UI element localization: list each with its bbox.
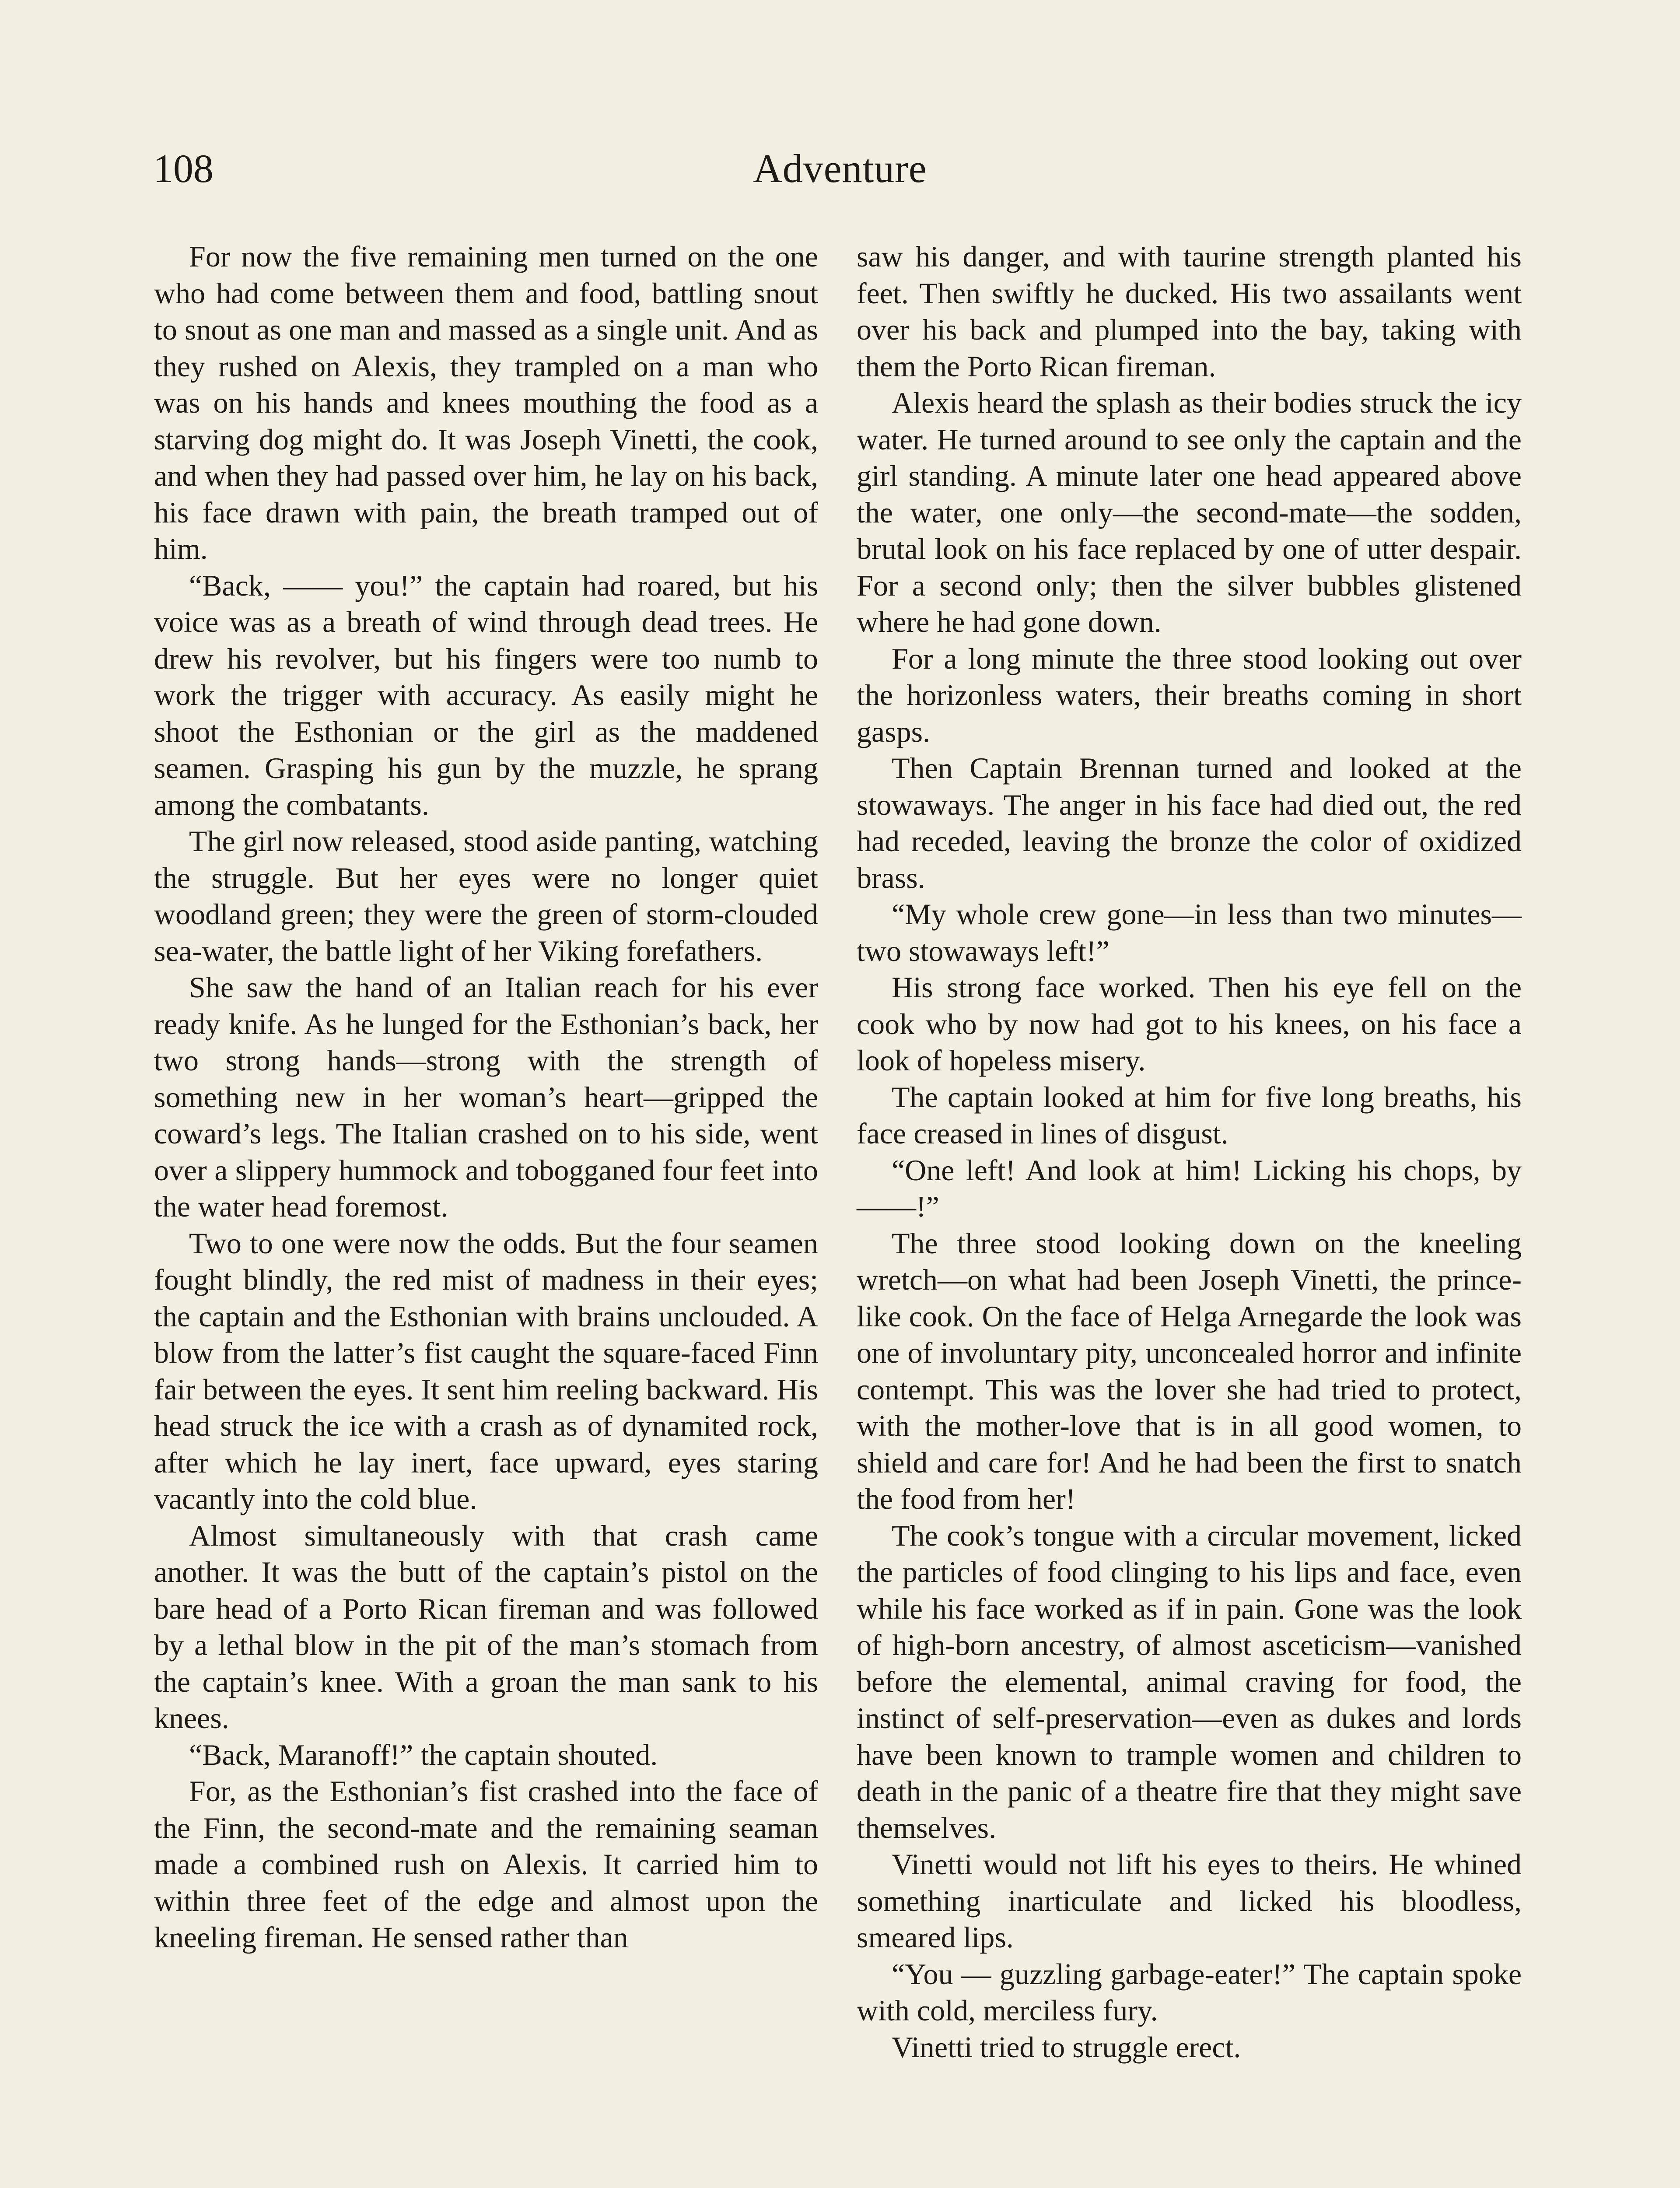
paragraph: The three stood looking down on the kneeling wretch—on what had been Joseph Vinetti, the prince-like cook. On the face of Helga Arnegarde the look was one of involuntary pity, unconcealed horror and infinite contempt. This was the lover she had tried to protect, with the mother-love that is in all good women, to shield and care for! And he had been the first to snatch the food from her! (857, 1226, 1522, 1515)
paragraph: “Back, Maranoff!” the captain shouted. (189, 1738, 658, 1771)
page-header (153, 144, 1527, 201)
paragraph: Then Captain Brennan turned and looked at the stowaways. The anger in his face had died out, the red had receded, leaving the bronze the color of oxidized brass. (857, 751, 1522, 894)
paragraph: His strong face worked. Then his eye fell on the cook who by now had got to his knees, on his face a look of hopeless misery. (857, 971, 1522, 1077)
paragraph: Alexis heard the splash as their bodies struck the icy water. He turned around to see only the captain and the girl standing. A minute later one head appeared above the water, one only—the second-mate—the sodden, brutal look on his face replaced by one of utter despair. For a second only; then the silver bubbles glistened where he had gone down. (857, 386, 1522, 638)
paragraph: “My whole crew gone—in less than two minutes—two stowaways left!” (857, 898, 1522, 968)
paragraph: The captain looked at him for five long breaths, his face creased in lines of disgust. (857, 1080, 1522, 1150)
paragraph-continuation: saw his danger, and with taurine strength planted his feet. Then swiftly he ducked. His two assailants went over his back and plumped into the bay, taking with them the Porto Rican fireman. (857, 240, 1522, 383)
paragraph: Almost simultaneously with that crash came another. It was the butt of the captain’s pistol on the bare head of a Porto Rican fireman and was followed by a lethal blow in the pit of the man’s stomach from the captain’s knee. With a groan the man sank to his knees. (154, 1518, 818, 1735)
running-title: Adventure (753, 146, 927, 191)
paragraph: She saw the hand of an Italian reach for his ever ready knife. As he lunged for the Esthonian’s back, her two strong hands—strong with the strength of something new in her woman’s heart—gripped the coward’s legs. The Italian crashed on to his side, went over a slippery hummock and tobogganed four feet into the water head foremost. (154, 971, 818, 1223)
page-number: 108 (153, 146, 214, 191)
paragraph: “You — guzzling garbage-eater!” The captain spoke with cold, merciless fury. (857, 1957, 1522, 2027)
paragraph: For a long minute the three stood looking out over the horizonless waters, their breaths coming in short gasps. (857, 642, 1522, 748)
paragraph: The cook’s tongue with a circular movement, licked the particles of food clinging to his lips and face, even while his face worked as if in pain. Gone was the look of high-born ancestry, of almost asceticism—vanished before the elemental, animal craving for food, the instinct of self-preservation—even as dukes and lords have been known to trample women and children to death in the panic of a theatre fire that they might save themselves. (857, 1518, 1522, 1844)
paragraph: Vinetti would not lift his eyes to theirs. He whined something inarticulate and licked his bloodless, smeared lips. (857, 1848, 1522, 1954)
paragraph: “Back, —— you!” the captain had roared, but his voice was as a breath of wind through dead trees. He drew his revolver, but his fingers were too numb to work the trigger with accuracy. As easily might he shoot the Esthonian or the girl as the maddened seamen. Grasping his gun by the muzzle, he sprang among the combatants. (154, 568, 818, 821)
paragraph: For now the five remaining men turned on the one who had come between them and food, battling snout to snout as one man and massed as a single unit. And as they rushed on Alexis, they trampled on a man who was on his hands and knees mouthing the food as a starving dog might do. It was Joseph Vinetti, the cook, and when they had passed over him, he lay on his back, his face drawn with pain, the breath tramped out of him. (154, 240, 818, 565)
paragraph: Two to one were now the odds. But the four seamen fought blindly, the red mist of madness in their eyes; the captain and the Esthonian with brains unclouded. A blow from the latter’s fist caught the square-faced Finn fair between the eyes. It sent him reeling backward. His head struck the ice with a crash as of dynamited rock, after which he lay inert, face upward, eyes staring vacantly into the cold blue. (154, 1226, 818, 1515)
paragraph: For, as the Esthonian’s fist crashed into the face of the Finn, the second-mate and the remaining seaman made a combined rush on Alexis. It carried him to within three feet of the edge and almost upon the kneeling fireman. He sensed rather than (154, 1774, 818, 1954)
left-column (154, 238, 818, 1956)
paragraph: The girl now released, stood aside panting, watching the struggle. But her eyes were no longer quiet woodland green; they were the green of storm-clouded sea-water, the battle light of her Viking forefathers. (154, 824, 818, 968)
paragraph: Vinetti tried to struggle erect. (892, 2030, 1241, 2064)
paragraph: “One left! And look at him! Licking his chops, by ——!” (857, 1153, 1522, 1223)
right-column (857, 238, 1522, 2065)
